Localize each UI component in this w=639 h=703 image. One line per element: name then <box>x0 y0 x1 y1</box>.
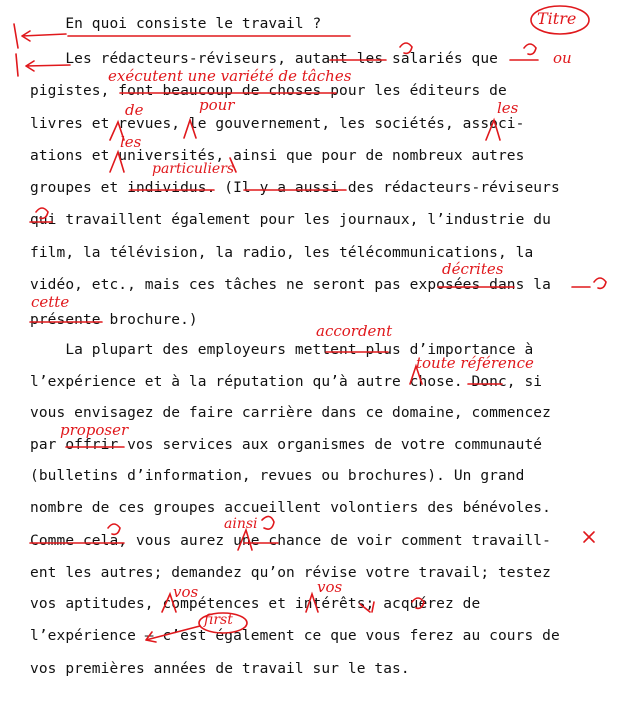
annotation-ou: ou <box>553 49 572 67</box>
margin-bracket <box>14 24 18 76</box>
delete-mark <box>524 44 536 54</box>
text-line: par offrir vos services aux organismes de votre communauté <box>30 437 543 453</box>
annotation-titre: Titre <box>537 9 577 28</box>
text-line: vous envisagez de faire carrière dans ce domaine, commencez <box>30 405 551 421</box>
text-line: vidéo, etc., mais ces tâches ne seront pas exposées dans la <box>30 277 551 293</box>
text-line: Les rédacteurs-réviseurs, autant les salariés que <box>30 51 498 67</box>
annotation-executent: exécutent une variété de tâches <box>108 67 352 85</box>
annotation-les-2: les <box>120 133 142 151</box>
annotation-cette: cette <box>31 293 70 311</box>
text-line: présente brochure.) <box>30 312 198 328</box>
text-line: l’expérience — c’est également ce que vous ferez au cours de <box>30 628 560 644</box>
text-line: nombre de ces groupes accueillent volontiers des bénévoles. <box>30 500 551 516</box>
text-line: La plupart des employeurs mettent plus d’importance à <box>30 342 534 358</box>
annotation-accordent: accordent <box>316 322 393 340</box>
annotation-ainsi: ainsi <box>224 516 258 532</box>
hyphen-mark <box>584 532 594 542</box>
text-line: vos premières années de travail sur le tas. <box>30 661 410 677</box>
text-line: film, la télévision, la radio, les télécommunications, la <box>30 245 534 261</box>
annotation-vos-1: vos <box>173 583 199 601</box>
text-line: (bulletins d’information, revues ou brochures). Un grand <box>30 468 525 484</box>
text-line: ent les autres; demandez qu’on révise votre travail; testez <box>30 565 551 581</box>
annotation-vos-2: vos <box>317 578 343 596</box>
text-line: qui travaillent également pour les journaux, l’industrie du <box>30 212 551 228</box>
annotation-de: de <box>125 101 144 119</box>
annotation-particuliers: particuliers <box>152 161 235 177</box>
heading-line: En quoi consiste le travail ? <box>30 16 322 32</box>
text-line: livres et revues, le gouvernement, les sociétés, associ- <box>30 116 525 132</box>
annotation-les-1: les <box>497 99 519 117</box>
annotation-toute-reference: toute référence <box>416 354 534 372</box>
text-line: vos aptitudes, compétences et intérêts; acquérez de <box>30 596 481 612</box>
text-line: groupes et individus. (Il y a aussi des rédacteurs-réviseurs <box>30 180 560 196</box>
annotation-pour: pour <box>199 96 235 114</box>
delete-mark <box>594 278 606 288</box>
text-line: Comme cela, vous aurez une chance de voir comment travaill- <box>30 533 551 549</box>
annotation-first: first <box>204 612 233 628</box>
annotation-decrites: décrites <box>442 260 504 278</box>
delete-mark <box>262 516 274 529</box>
text-line: ations et universités, ainsi que pour de nombreux autres <box>30 148 525 164</box>
annotation-proposer: proposer <box>60 421 129 439</box>
text-line: l’expérience et à la réputation qu’à autre chose. Donc, si <box>30 374 543 390</box>
text-line: pigistes, font beaucoup de choses pour les éditeurs de <box>30 83 507 99</box>
arrow-left-icon <box>22 31 66 41</box>
